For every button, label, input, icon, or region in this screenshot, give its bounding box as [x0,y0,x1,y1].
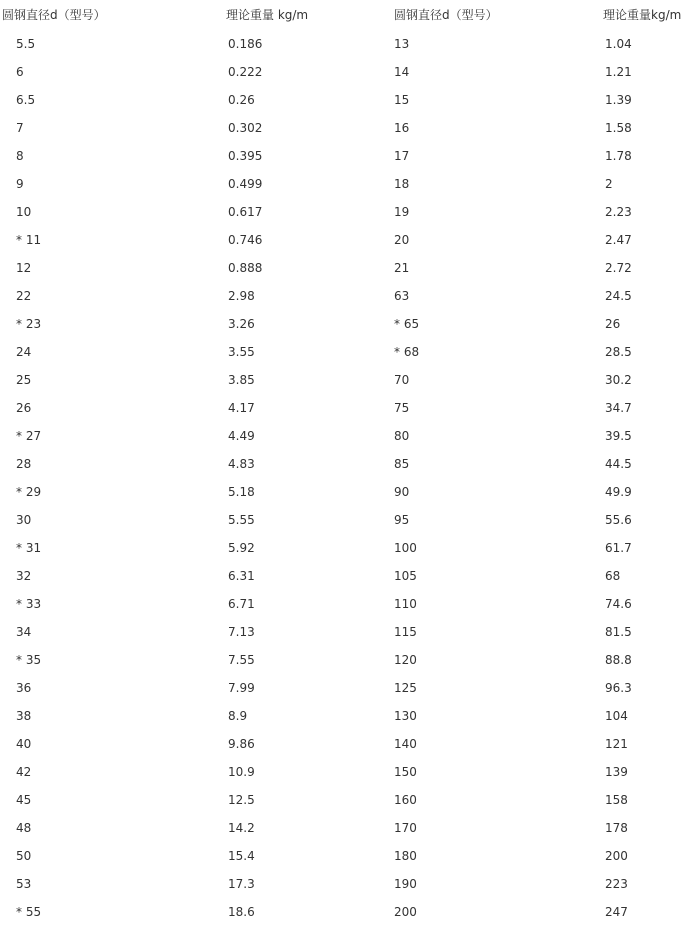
weight-left-cell: 5.55 [228,513,255,527]
weight-right-cell: 121 [605,737,628,751]
diameter-left-cell: 53 [16,877,32,891]
weight-left-cell: 6.31 [228,569,255,583]
table-row [0,618,689,646]
weight-right-cell: 68 [605,569,621,583]
diameter-left-cell: * 55 [16,905,42,919]
diameter-left-cell: 28 [16,457,32,471]
table-row [0,562,689,590]
weight-left-cell: 4.17 [228,401,255,415]
weight-left-cell: 0.186 [228,37,263,51]
weight-left-cell: 6.71 [228,597,255,611]
table-row [0,366,689,394]
weight-right-cell: 88.8 [605,653,632,667]
table-row [0,198,689,226]
weight-left-cell: 3.26 [228,317,255,331]
weight-left-cell: 7.99 [228,681,255,695]
weight-left-cell: 12.5 [228,793,255,807]
weight-right-cell: 200 [605,849,628,863]
diameter-left-cell: 6.5 [16,93,36,107]
diameter-left-cell: * 31 [16,541,42,555]
weight-left-cell: 0.499 [228,177,263,191]
diameter-left-cell: * 35 [16,653,42,667]
diameter-right-cell: 20 [394,233,410,247]
table-row [0,30,689,58]
weight-right-cell: 178 [605,821,628,835]
diameter-right-cell: 200 [394,905,417,919]
weight-right-cell: 1.78 [605,149,632,163]
weight-left-cell: 3.55 [228,345,255,359]
diameter-left-cell: 45 [16,793,32,807]
diameter-right-cell: 63 [394,289,410,303]
table-row [0,674,689,702]
table-row [0,170,689,198]
weight-right-cell: 2.47 [605,233,632,247]
steel-weight-table [0,2,689,926]
table-row [0,870,689,898]
table-row [0,58,689,86]
weight-left-cell: 18.6 [228,905,255,919]
diameter-right-cell: 100 [394,541,417,555]
weight-right-cell: 1.58 [605,121,632,135]
weight-left-cell: 0.888 [228,261,263,275]
weight-right-cell: 2.23 [605,205,632,219]
diameter-left-cell: 36 [16,681,32,695]
diameter-right-cell: 19 [394,205,410,219]
diameter-right-cell: 125 [394,681,417,695]
diameter-right-cell: 115 [394,625,417,639]
weight-left-cell: 3.85 [228,373,255,387]
diameter-left-cell: 50 [16,849,32,863]
weight-right-cell: 28.5 [605,345,632,359]
diameter-right-cell: 180 [394,849,417,863]
weight-right-cell: 26 [605,317,621,331]
weight-left-cell: 0.395 [228,149,263,163]
table-row [0,786,689,814]
diameter-left-cell: 5.5 [16,37,36,51]
diameter-left-cell: * 23 [16,317,42,331]
diameter-left-cell: 24 [16,345,32,359]
weight-left-cell: 0.222 [228,65,263,79]
weight-left-cell: 7.55 [228,653,255,667]
weight-right-cell: 2.72 [605,261,632,275]
weight-right-cell: 139 [605,765,628,779]
diameter-right-cell: 85 [394,457,410,471]
table-row [0,450,689,478]
table-row [0,254,689,282]
diameter-right-cell: 17 [394,149,410,163]
weight-left-cell: 5.92 [228,541,255,555]
weight-left-cell: 0.302 [228,121,263,135]
weight-right-cell: 30.2 [605,373,632,387]
diameter-left-cell: 42 [16,765,32,779]
weight-right-cell: 158 [605,793,628,807]
table-row [0,282,689,310]
weight-right-cell: 34.7 [605,401,632,415]
diameter-right-cell: 18 [394,177,410,191]
diameter-left-cell: 10 [16,205,32,219]
diameter-left-cell: 48 [16,821,32,835]
weight-left-cell: 15.4 [228,849,255,863]
diameter-left-cell: 25 [16,373,32,387]
weight-left-cell: 10.9 [228,765,255,779]
diameter-right-cell: 110 [394,597,417,611]
table-row [0,394,689,422]
table-row [0,86,689,114]
diameter-right-cell: 15 [394,93,410,107]
diameter-right-cell: 14 [394,65,410,79]
table-row [0,646,689,674]
weight-left-cell: 2.98 [228,289,255,303]
diameter-right-cell: 160 [394,793,417,807]
weight-left-cell: 17.3 [228,877,255,891]
weight-right-cell: 55.6 [605,513,632,527]
weight-left-cell: 4.83 [228,457,255,471]
weight-right-cell: 2 [605,177,613,191]
table-row [0,338,689,366]
diameter-right-cell: 190 [394,877,417,891]
weight-left-cell: 14.2 [228,821,255,835]
weight-right-cell: 74.6 [605,597,632,611]
diameter-left-cell: 26 [16,401,32,415]
header-weight-right: 理论重量kg/m [603,8,682,22]
table-row [0,422,689,450]
table-row [0,534,689,562]
weight-right-cell: 1.39 [605,93,632,107]
table-row [0,814,689,842]
weight-left-cell: 0.26 [228,93,255,107]
table-row [0,142,689,170]
table-row [0,730,689,758]
diameter-right-cell: 105 [394,569,417,583]
table-row [0,590,689,618]
weight-left-cell: 8.9 [228,709,248,723]
diameter-right-cell: 70 [394,373,410,387]
weight-right-cell: 49.9 [605,485,632,499]
diameter-right-cell: 170 [394,821,417,835]
diameter-left-cell: 38 [16,709,32,723]
table-row [0,758,689,786]
diameter-right-cell: 16 [394,121,410,135]
table-row [0,506,689,534]
diameter-right-cell: 120 [394,653,417,667]
diameter-left-cell: 7 [16,121,24,135]
weight-left-cell: 7.13 [228,625,255,639]
header-weight-left: 理论重量 kg/m [226,8,309,22]
diameter-left-cell: 12 [16,261,32,275]
diameter-left-cell: * 27 [16,429,42,443]
diameter-left-cell: * 29 [16,485,42,499]
weight-right-cell: 39.5 [605,429,632,443]
weight-right-cell: 223 [605,877,628,891]
weight-right-cell: 104 [605,709,628,723]
header-diameter-left: 圆钢直径d（型号） [2,8,106,22]
diameter-right-cell: 130 [394,709,417,723]
table-row [0,226,689,254]
weight-right-cell: 24.5 [605,289,632,303]
table-row [0,898,689,926]
weight-right-cell: 247 [605,905,628,919]
table-body [0,30,689,926]
weight-right-cell: 61.7 [605,541,632,555]
weight-right-cell: 1.21 [605,65,632,79]
table-row [0,310,689,338]
table-header-row [0,2,689,30]
diameter-left-cell: * 11 [16,233,42,247]
diameter-right-cell: 80 [394,429,410,443]
diameter-left-cell: 9 [16,177,24,191]
diameter-left-cell: 32 [16,569,32,583]
diameter-right-cell: 75 [394,401,410,415]
diameter-right-cell: 21 [394,261,410,275]
diameter-right-cell: * 65 [394,317,420,331]
diameter-left-cell: 40 [16,737,32,751]
weight-left-cell: 9.86 [228,737,255,751]
diameter-left-cell: 30 [16,513,32,527]
table-row [0,842,689,870]
diameter-left-cell: * 33 [16,597,42,611]
weight-left-cell: 0.617 [228,205,263,219]
diameter-right-cell: 13 [394,37,410,51]
weight-right-cell: 96.3 [605,681,632,695]
diameter-left-cell: 34 [16,625,32,639]
weight-right-cell: 81.5 [605,625,632,639]
weight-right-cell: 1.04 [605,37,632,51]
header-diameter-right: 圆钢直径d（型号） [394,8,498,22]
weight-right-cell: 44.5 [605,457,632,471]
diameter-left-cell: 6 [16,65,24,79]
weight-left-cell: 0.746 [228,233,263,247]
diameter-right-cell: 140 [394,737,417,751]
diameter-right-cell: 95 [394,513,410,527]
table-row [0,114,689,142]
table-row [0,702,689,730]
diameter-right-cell: * 68 [394,345,420,359]
diameter-right-cell: 150 [394,765,417,779]
diameter-left-cell: 22 [16,289,32,303]
diameter-left-cell: 8 [16,149,24,163]
table-row [0,478,689,506]
weight-left-cell: 4.49 [228,429,255,443]
diameter-right-cell: 90 [394,485,410,499]
weight-left-cell: 5.18 [228,485,255,499]
